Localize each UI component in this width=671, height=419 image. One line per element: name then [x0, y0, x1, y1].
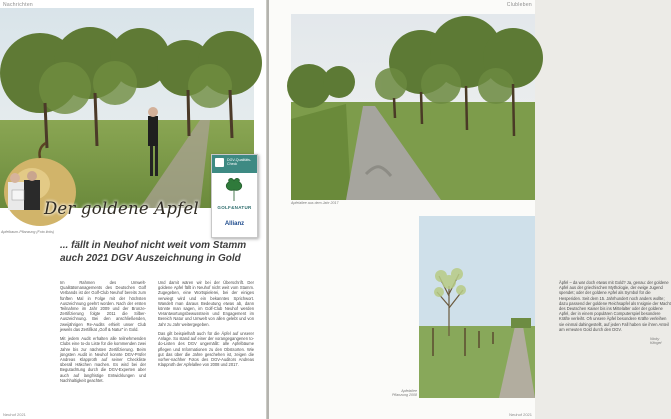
badge-header [212, 155, 257, 173]
page-number-right: Neuhof 2021 [509, 412, 532, 417]
running-head-left: Nachrichten [3, 2, 33, 8]
dgv-logo-icon [215, 158, 224, 167]
quote-author: Nicky Klingel [650, 337, 662, 345]
body-column-2 [158, 280, 254, 372]
oak-leaf-icon [221, 176, 248, 203]
portrait-caption: Apfelbaum-Pflanzung (Foto links) [1, 230, 55, 234]
left-page [0, 0, 267, 419]
paragraph: Im Rahmen des Umwelt-Qualitätsmanagements des Deutschen Golf Verbands ist der Golf-Club Neuhof bereits zum fünften Mal in Folge mit der höchsten Auszeichnung geehrt worden. Nach der ersten Teilnahme im Jahr 2009 und der Bronze-Zertifizierung folgte 2011 die Silber-Auszeichnung. Bei den anschließenden, zweijährigen Re-Audits erhielt unser Club jeweils das Zertifikat „Golf & Natur“ in Gold. [60, 280, 146, 332]
badge-golf-natur: GOLF&NATUR [217, 205, 252, 210]
page-number-left: Neuhof 2021 [3, 412, 26, 417]
avenue-photo-caption: Apfelallee aus dem Jahr 2017 [291, 201, 339, 205]
paragraph: Mit jedem Audit erhalten alle teilnehmenden Clubs eine to-do Liste für die kommenden zwei Jahre bis zur nächsten Zertifizierung. Beim jüngsten Audit in Neuhof konnte DGV-Prüfer Andreas Klapproth auf seiner Checkliste überall Häkchen machen. Es wird bei der Begutachtung durch die DGV-Experten aber auch auf langfristige Entwicklungen und Nachhaltigkeit geachtet. [60, 336, 146, 383]
body-column-1 [60, 280, 146, 387]
right-page [269, 0, 671, 419]
article-subhead: ... fällt in Neuhof nicht weit vom Stamm auch 2021 DGV Auszeichnung in Gold [60, 240, 247, 264]
article-title: Der goldene Apfel [44, 199, 199, 218]
apple-quote: Äpfel – da war doch etwas mit Gold? Ja, genau: der goldene Apfel aus der griechischen Mythologie, der ewige Jugend spendet; oder der goldene Apfel als Symbol für die Hesperiden. Seit dem 15. Jahrhundert noch anders wollte; dazu passend der goldene Reichsapfel als Insignie der Macht des Deutschen Kaiser bis ins Mittelalter oder der goldene Apfel, der in einem populären Computerspiel besondere Kräfte verleiht. Oh unsere Äpfel besondere Kräfte verleihen sie einmal dahingestellt, auf jeden Fall haben sie ihren Anteil am erneuten Gold durch den DGV. [559, 280, 671, 332]
avenue-photo [291, 14, 535, 200]
golf-natur-badge [211, 154, 258, 238]
running-head-right: Clubleben [506, 2, 532, 8]
planting-photo [419, 216, 535, 398]
badge-sponsor: Allianz [224, 221, 245, 227]
planting-caption: Apfelallee Pflanzung 2008 [392, 389, 417, 398]
paragraph: Das gilt beispielhaft auch für die Äpfel auf unserer Anlage. So stand auf einer der vorangegangenen to-do-Listen des DGV ungemäßt: alle Apfelbäume pflegen und Informationen zu den Obstsorten. Wie gut das über die Jahre geschehen ist, zeigen die vorher-nachher Fotos des DGV-Auditors Andreas Klapproth der Apfelallee von 2008 und 2017. [158, 331, 254, 368]
paragraph: Und damit wären wir bei der Überschrift. Der goldene Apfel fällt in Neuhof nicht weit vom Stamm. Zugegeben, eine Wortspielerei, bei der einiges verwiegt wird und ein bekanntes Sprichwort. Wandelt man daraus Bedeutung etwas ab, dann könnte man sagen, im Golf-Club Neuhof werden Verantwortungsbewusstsein und Engagement im Bereich Natur und Umwelt von allen gelebt und von Jahr zu Jahr weitergegeben. [158, 280, 254, 327]
badge-program: DGV-Qualitäts-Check [227, 158, 252, 167]
